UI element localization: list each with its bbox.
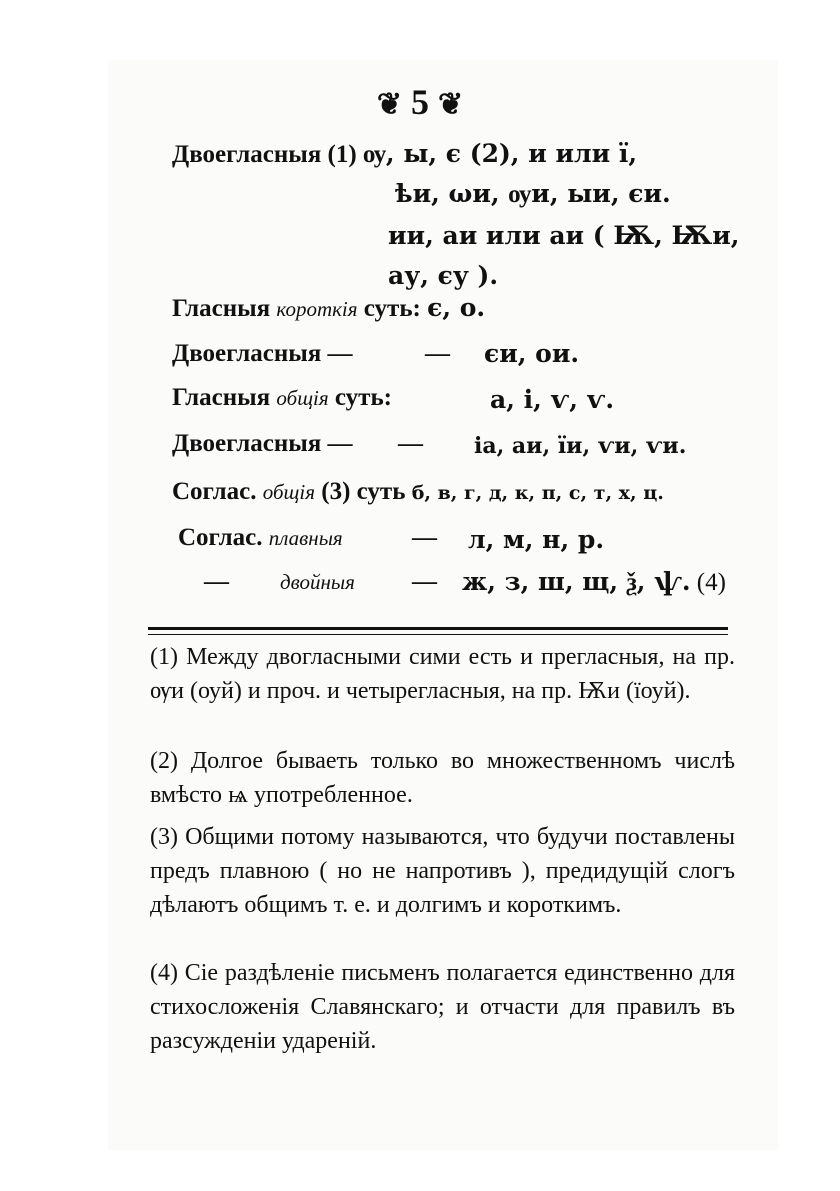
row-dash: — bbox=[398, 430, 423, 457]
row-label: Соглас. bbox=[178, 524, 263, 551]
row-label: Гласныя bbox=[172, 384, 271, 411]
footnote-4: (4) Сіе раздѣленіе письменъ полагается единственно для стихосложенія Славянскаго; и отчасти для правилъ въ разсужденіи удареній. bbox=[150, 960, 735, 1054]
letters-line: іа, аи, їи, ѵи, ѵи. bbox=[474, 433, 687, 459]
footnote-1: (1) Между двогласными сими есть и прегласныя, на пр. ѹи (оуй) и проч. и четырегласныя, на пр. Ѭи (їоуй). bbox=[150, 644, 735, 704]
letters-line: є, о. bbox=[427, 293, 486, 322]
footnote-rule-thin bbox=[148, 634, 728, 635]
row-label: Двоегласныя bbox=[172, 141, 322, 168]
row-qualifier: общія bbox=[276, 386, 329, 410]
row-verb: суть: bbox=[363, 295, 421, 322]
footnote-ref-4: (4) bbox=[696, 569, 726, 596]
row-label: Гласныя bbox=[172, 295, 271, 322]
row-dash: — bbox=[412, 568, 437, 595]
row-label: Двоегласныя — bbox=[172, 340, 353, 367]
page-number: 5 bbox=[411, 82, 429, 122]
row-glasnyya-obshchiya bbox=[172, 382, 392, 414]
row-verb: суть bbox=[356, 478, 406, 505]
row-dash: — bbox=[425, 340, 450, 367]
letters-line: б, в, г, д, к, п, с, т, х, ц. bbox=[411, 482, 664, 504]
row-soglas-obshchiya bbox=[172, 476, 664, 509]
row-dash: — bbox=[412, 524, 437, 551]
ornament-right-icon: ❦ bbox=[438, 88, 464, 121]
letters-line: ѹ, ы, є (2), и или ї, bbox=[362, 139, 638, 168]
row-dvoynyya bbox=[204, 566, 229, 598]
letters-line: ж, з, ш, щ, ѯ, ѱ. bbox=[462, 567, 691, 596]
letters-group bbox=[462, 566, 726, 599]
row-glasnyya-korotkiya bbox=[172, 292, 485, 325]
letters-line: ау, єу ). bbox=[388, 261, 499, 290]
row-dvoeglasnyya-1 bbox=[172, 138, 637, 171]
letters-line: єи, ои. bbox=[484, 339, 580, 368]
footnote-rule bbox=[148, 627, 728, 630]
row-soglas-plavnyya bbox=[178, 522, 343, 554]
footnote-3: (3) Общими потому называются, что будучи поставлены предъ плавною ( но не напротивъ ), предидущій слогъ дѣлаютъ общимъ т. е. и долгимъ и короткимъ. bbox=[150, 824, 735, 918]
row-lead-dash: — bbox=[204, 568, 229, 595]
row-qualifier: плавныя bbox=[268, 526, 343, 550]
row-label: Двоегласныя — bbox=[172, 430, 353, 457]
row-verb: суть: bbox=[334, 384, 392, 411]
row-qualifier: двойныя bbox=[280, 570, 355, 594]
footnote-ref-3: (3) bbox=[321, 478, 351, 505]
row-dvoeglasnyya-3 bbox=[172, 428, 353, 460]
letters-line: а, і, ѵ, ѵ. bbox=[490, 385, 615, 414]
row-label: Соглас. bbox=[172, 478, 257, 505]
ornament-left-icon: ❦ bbox=[376, 88, 402, 121]
page-header bbox=[0, 82, 840, 125]
letters-line: ѣи, ωи, ѹи, ыи, єи. bbox=[395, 179, 671, 208]
row-qualifier: короткія bbox=[276, 297, 358, 321]
row-dvoeglasnyya-2 bbox=[172, 338, 353, 370]
footnote-2: (2) Долгое бываеть только во множественномъ числѣ вмѣсто ѩ употребленное. bbox=[150, 748, 735, 808]
letters-line: л, м, н, р. bbox=[468, 525, 605, 554]
footnote-ref-1: (1) bbox=[327, 141, 357, 168]
letters-line: ии, аи или аи ( Ѭ, Ѭи, bbox=[388, 221, 740, 250]
row-qualifier: общія bbox=[262, 480, 315, 504]
